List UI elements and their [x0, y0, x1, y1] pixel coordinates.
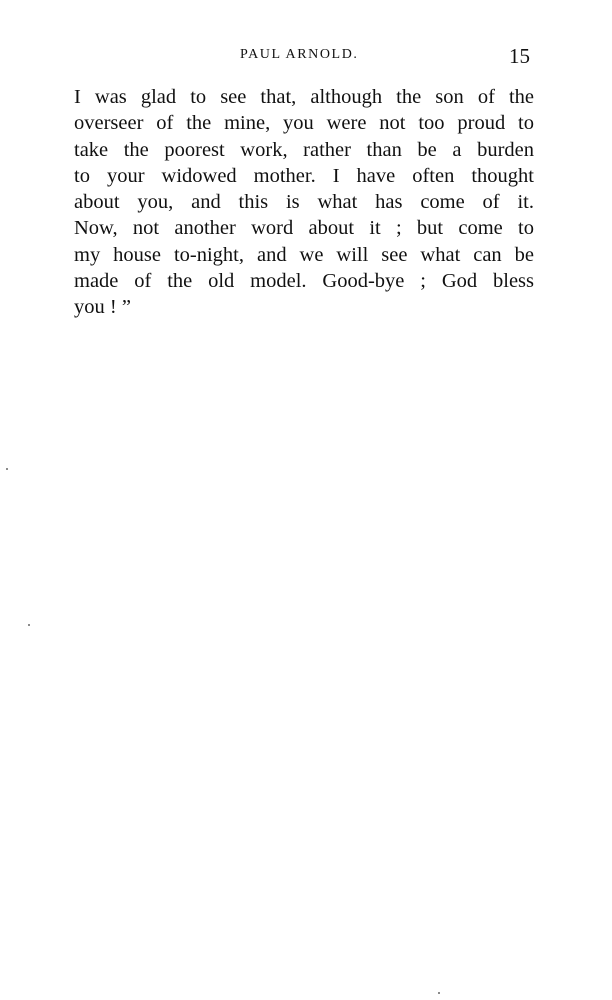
- text-line: my house to-night, and we will see what can be: [74, 243, 534, 266]
- page-number: 15: [509, 44, 530, 68]
- text-line: I was glad to see that, although the son of the: [74, 86, 534, 108]
- running-title: PAUL ARNOLD.: [240, 47, 359, 62]
- text-line: to your widowed mother. I have often thought: [74, 164, 534, 187]
- text-line: Now, not another word about it ; but come to: [74, 217, 534, 240]
- text-line: take the poorest work, rather than be a burden: [74, 138, 534, 161]
- paper-speck: [6, 468, 8, 470]
- paper-speck: [438, 992, 440, 994]
- running-head: [0, 44, 612, 70]
- text-line: made of the old model. Good-bye ; God bless: [74, 270, 534, 293]
- paper-speck: [28, 624, 30, 626]
- body-paragraph: [74, 84, 534, 321]
- text-line: you ! ”: [74, 296, 131, 319]
- text-line: about you, and this is what has come of it.: [74, 191, 534, 214]
- text-line: overseer of the mine, you were not too proud to: [74, 112, 534, 135]
